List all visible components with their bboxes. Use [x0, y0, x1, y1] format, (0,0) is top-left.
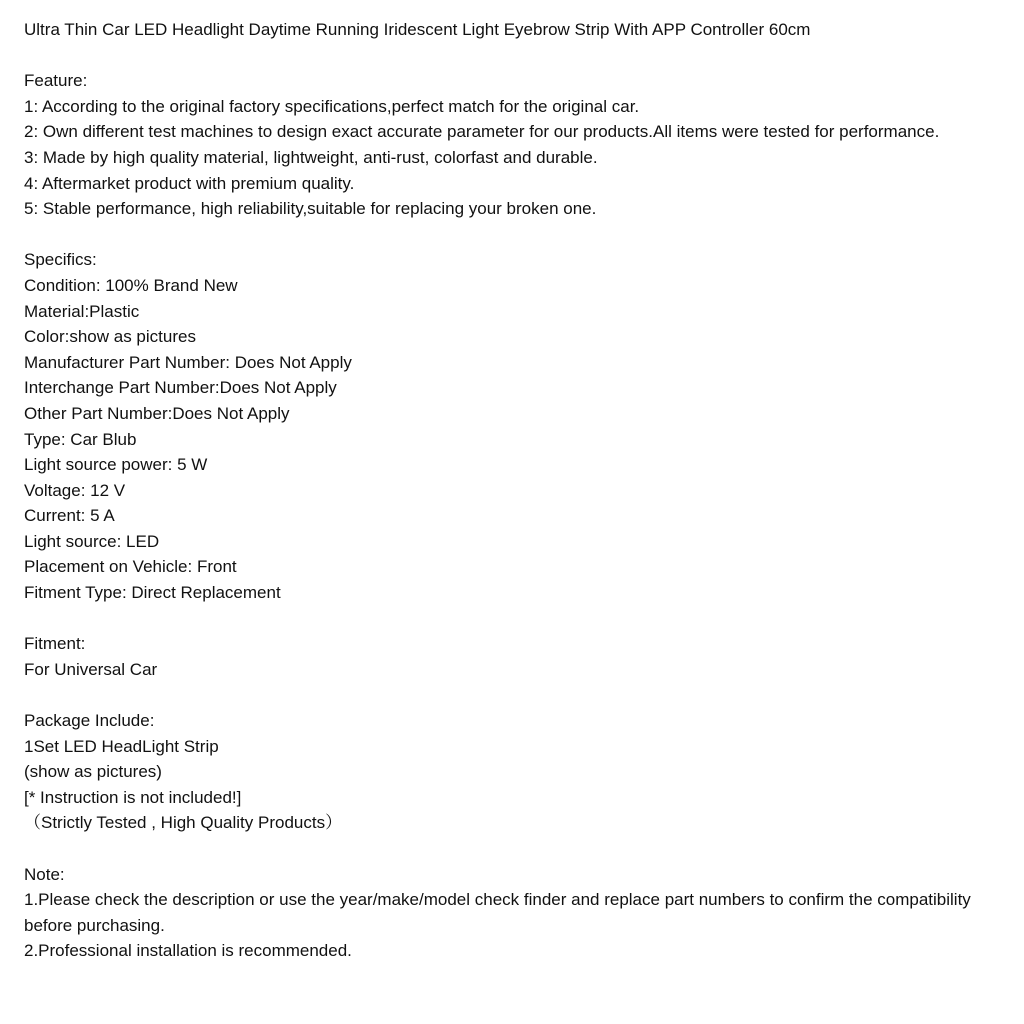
- note-lines: [24, 887, 1000, 964]
- text-line: Current: 5 A: [24, 506, 115, 526]
- fitment-lines: [24, 657, 1000, 683]
- text-line: Light source power: 5 W: [24, 455, 208, 475]
- text-line: For Universal Car: [24, 659, 158, 679]
- text-line: Placement on Vehicle: Front: [24, 557, 237, 577]
- text-line: Condition: 100% Brand New: [24, 275, 238, 295]
- text-line: （Strictly Tested , High Quality Products）: [24, 813, 343, 833]
- section-feature: [24, 68, 1000, 222]
- text-line: Other Part Number:Does Not Apply: [24, 403, 290, 423]
- text-line: Type: Car Blub: [24, 429, 137, 449]
- text-line: Manufacturer Part Number: Does Not Apply: [24, 352, 352, 372]
- note-heading: Note:: [24, 864, 65, 884]
- package-lines: [24, 734, 1000, 836]
- product-title: Ultra Thin Car LED Headlight Daytime Running Iridescent Light Eyebrow Strip With APP Controller 60cm: [24, 20, 811, 39]
- feature-heading: Feature:: [24, 71, 88, 91]
- specifics-heading: Specifics:: [24, 250, 97, 270]
- text-line: (show as pictures): [24, 762, 162, 782]
- text-line: 2: Own different test machines to design exact accurate parameter for our products.All items were tested for performance.: [24, 122, 940, 142]
- text-line: Color:show as pictures: [24, 327, 196, 347]
- text-line: 1: According to the original factory specifications,perfect match for the original car.: [24, 96, 640, 116]
- text-line: Fitment Type: Direct Replacement: [24, 583, 281, 603]
- text-line: 1.Please check the description or use the year/make/model check finder and replace part numbers to confirm the compatibility before purchasing.: [24, 890, 971, 935]
- text-line: 2.Professional installation is recommended.: [24, 941, 352, 961]
- text-line: Light source: LED: [24, 531, 160, 551]
- text-line: Material:Plastic: [24, 301, 140, 321]
- text-line: 5: Stable performance, high reliability,suitable for replacing your broken one.: [24, 199, 597, 219]
- text-line: 4: Aftermarket product with premium quality.: [24, 173, 355, 193]
- text-line: 1Set LED HeadLight Strip: [24, 736, 219, 756]
- text-line: Voltage: 12 V: [24, 480, 126, 500]
- text-line: 3: Made by high quality material, lightweight, anti-rust, colorfast and durable.: [24, 147, 598, 167]
- section-specifics: [24, 247, 1000, 605]
- feature-lines: [24, 94, 1000, 222]
- specifics-lines: [24, 273, 1000, 606]
- section-note: [24, 862, 1000, 964]
- section-package: [24, 708, 1000, 836]
- section-fitment: [24, 631, 1000, 682]
- text-line: [* Instruction is not included!]: [24, 787, 242, 807]
- fitment-heading: Fitment:: [24, 634, 86, 654]
- package-heading: Package Include:: [24, 711, 155, 731]
- text-line: Interchange Part Number:Does Not Apply: [24, 378, 337, 398]
